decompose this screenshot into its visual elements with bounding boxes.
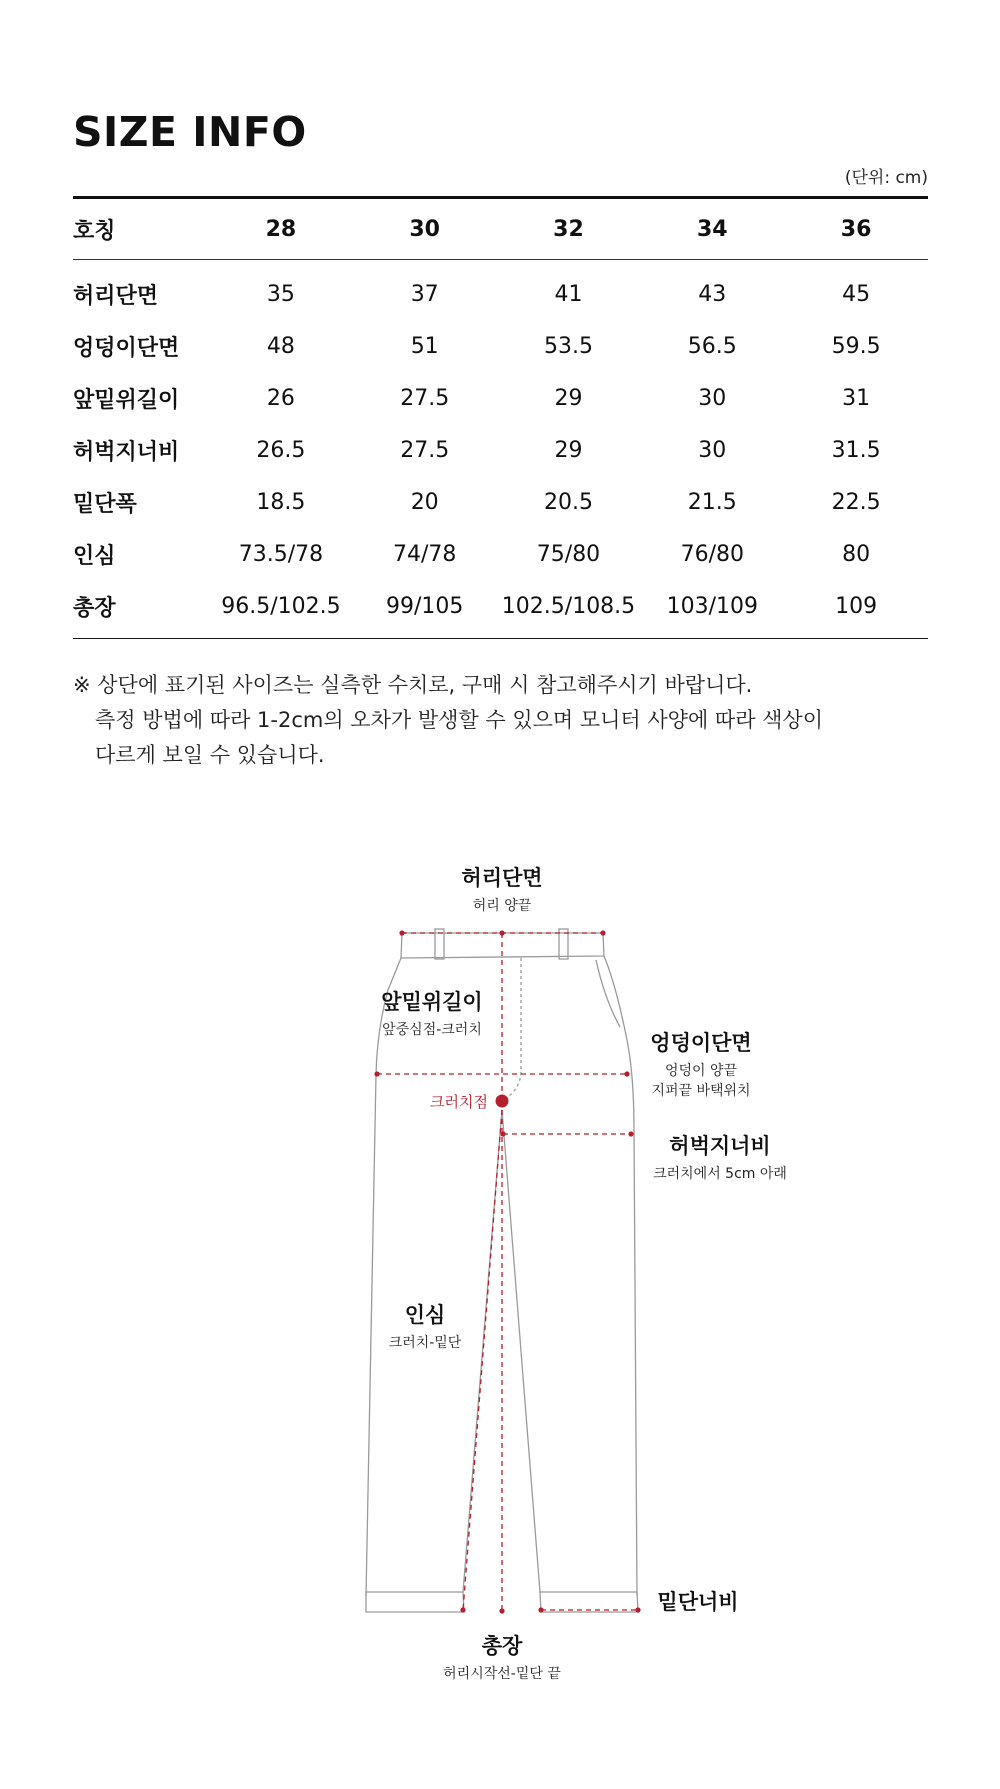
table-cell: 20.5 [544, 489, 593, 515]
row-label: 인심 [73, 543, 116, 569]
thigh-sub: 크러치에서 5cm 아래 [653, 1166, 787, 1182]
table-cell: 109 [835, 593, 878, 619]
waistband [401, 933, 604, 958]
note-line: 다르게 보일 수 있습니다. [95, 743, 325, 767]
table-cell: 37 [410, 281, 439, 307]
row-label: 앞밑위길이 [73, 387, 180, 413]
pants-right-leg [604, 956, 637, 1596]
header-label: 호칭 [73, 198, 209, 260]
inseam-label [389, 1299, 462, 1353]
measure-point [500, 1131, 505, 1136]
table-cell: 29 [554, 385, 583, 411]
measure-point [628, 1131, 633, 1136]
inseam-line [463, 1110, 502, 1610]
table-cell: 56.5 [687, 333, 737, 359]
measure-point [399, 930, 404, 935]
size-header: 32 [497, 198, 641, 260]
table-cell: 59.5 [831, 333, 881, 359]
table-cell: 73.5/78 [238, 541, 324, 567]
measure-point [624, 1071, 629, 1076]
thigh-title: 허벅지너비 [669, 1134, 771, 1158]
crotch-point-dot [496, 1095, 509, 1108]
table-cell: 102.5/108.5 [501, 593, 636, 619]
page-title: SIZE INFO [73, 108, 307, 156]
row-label: 허벅지너비 [73, 439, 180, 465]
cuff-left [366, 1592, 464, 1612]
table-cell: 31 [842, 385, 871, 411]
size-header: 30 [353, 198, 497, 260]
measure-point [600, 930, 605, 935]
size-header: 28 [209, 198, 353, 260]
thigh-label [653, 1130, 787, 1184]
row-label: 총장 [73, 595, 116, 621]
size-header-row [73, 198, 928, 260]
measure-point [635, 1607, 640, 1612]
row-label: 밑단폭 [73, 491, 137, 517]
fly-stitch [503, 958, 521, 1100]
table-cell: 45 [842, 281, 871, 307]
table-cell: 21.5 [687, 489, 737, 515]
table-cell: 26 [266, 385, 295, 411]
table-cell: 80 [842, 541, 871, 567]
size-table [73, 196, 928, 639]
waist-label [461, 862, 542, 916]
inseam-title: 인심 [404, 1303, 446, 1327]
hip-sub: 엉덩이 양끝 [664, 1063, 738, 1079]
table-cell: 35 [266, 281, 295, 307]
table-row [73, 260, 928, 321]
table-cell: 53.5 [544, 333, 593, 359]
table-cell: 29 [554, 437, 583, 463]
belt-loop [559, 929, 568, 959]
inner-leg-left [463, 1110, 502, 1592]
table-row [73, 424, 928, 476]
front-rise-sub: 앞중심점-크러치 [382, 1022, 482, 1038]
table-row [73, 320, 928, 372]
table-cell: 20 [410, 489, 439, 515]
table-cell: 74/78 [392, 541, 457, 567]
pocket [596, 960, 620, 1027]
hem-title: 밑단너비 [657, 1590, 739, 1614]
table-cell: 48 [266, 333, 295, 359]
table-cell: 99/105 [385, 593, 464, 619]
unit-label: (단위: cm) [844, 168, 928, 188]
table-cell: 103/109 [666, 593, 758, 619]
table-cell: 22.5 [831, 489, 881, 515]
belt-loop [435, 929, 444, 959]
table-row [73, 580, 928, 639]
hem-label [657, 1586, 738, 1616]
hip-label [650, 1027, 751, 1101]
hip-title: 엉덩이단면 [650, 1031, 752, 1055]
waist-sub: 허리 양끝 [472, 898, 532, 914]
table-cell: 18.5 [256, 489, 306, 515]
size-header: 36 [784, 198, 928, 260]
table-cell: 41 [554, 281, 583, 307]
table-row [73, 372, 928, 424]
front-rise-title: 앞밑위길이 [381, 990, 483, 1014]
measure-point [499, 1608, 504, 1613]
note-line: 측정 방법에 따라 1-2cm의 오차가 발생할 수 있으며 모니터 사양에 따라 색상이 [95, 708, 824, 732]
total-length-sub: 허리시작선-밑단 끝 [443, 1666, 561, 1682]
size-header: 34 [640, 198, 784, 260]
measure-point [460, 1607, 465, 1612]
cuff-right [540, 1592, 638, 1612]
table-row [73, 528, 928, 580]
measure-point [499, 930, 504, 935]
table-cell: 51 [410, 333, 439, 359]
table-cell: 96.5/102.5 [221, 593, 341, 619]
total-length-label [443, 1630, 561, 1684]
table-row [73, 476, 928, 528]
notes [73, 668, 933, 773]
table-cell: 43 [698, 281, 727, 307]
table-cell: 75/80 [536, 541, 601, 567]
total-length-title: 총장 [481, 1634, 523, 1658]
row-label: 허리단면 [73, 283, 159, 309]
table-cell: 27.5 [400, 437, 450, 463]
hip-sub: 지퍼끝 바택위치 [651, 1083, 751, 1099]
table-cell: 30 [698, 437, 727, 463]
waist-title: 허리단면 [461, 866, 543, 890]
table-cell: 76/80 [680, 541, 744, 567]
front-rise-label [381, 986, 482, 1040]
row-label: 엉덩이단면 [73, 335, 180, 361]
table-cell: 31.5 [831, 437, 881, 463]
table-cell: 26.5 [256, 437, 306, 463]
note-line: ※ 상단에 표기된 사이즈는 실측한 수치로, 구매 시 참고해주시기 바랍니다. [73, 673, 753, 697]
inner-leg-right [502, 1110, 540, 1592]
table-cell: 27.5 [400, 385, 450, 411]
measure-point [374, 1071, 379, 1076]
measure-point [538, 1607, 543, 1612]
inseam-sub: 크러치-밑단 [388, 1335, 462, 1351]
table-cell: 30 [698, 385, 727, 411]
crotch-point-label: 크러치점 [430, 1093, 488, 1111]
pants-left-leg [366, 958, 401, 1596]
